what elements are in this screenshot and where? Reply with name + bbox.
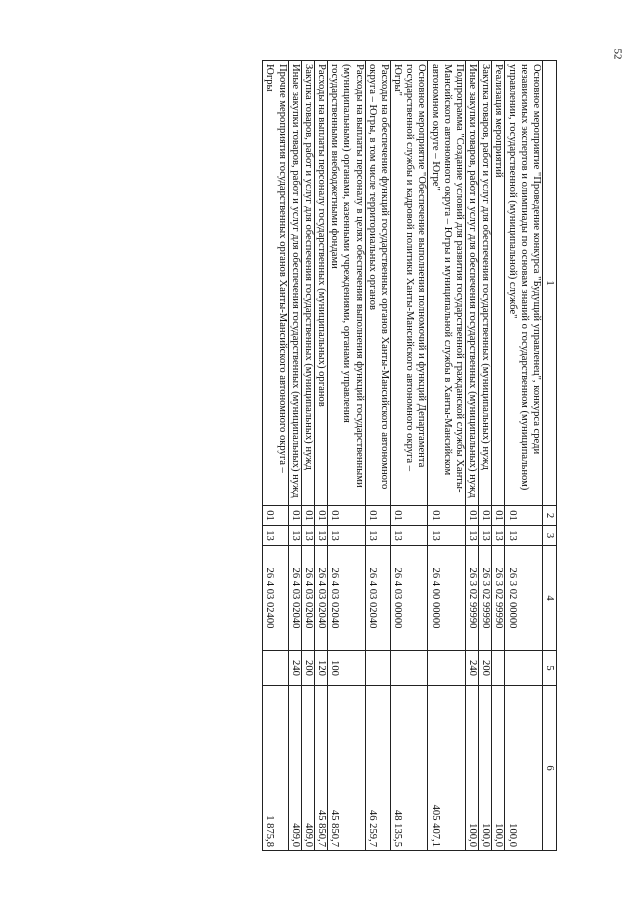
row-name-cell: Иные закупки товаров, работ и услуг для обеспечения государственных (муниципальных) нужд bbox=[465, 61, 478, 506]
header-col-5: 5 bbox=[543, 651, 557, 686]
row-code-2-cell: 01 bbox=[492, 506, 505, 526]
row-name-cell: Основное мероприятие "Проведение конкурса "Будущий управленец", конкурса среди независимых экспертов и олимпиады по основам знаний о государственном (муниципальном) управлении, государственной (муниципальной) службе" bbox=[505, 61, 543, 506]
row-code-5-cell: 240 bbox=[465, 651, 478, 686]
row-code-2-cell: 01 bbox=[365, 506, 390, 526]
table-row bbox=[390, 61, 428, 851]
row-amount-cell: 1 875,8 bbox=[263, 686, 288, 851]
row-code-3-cell: 13 bbox=[428, 526, 466, 546]
table-row bbox=[492, 61, 505, 851]
table-row bbox=[263, 61, 288, 851]
table-row bbox=[479, 61, 492, 851]
row-code-3-cell: 13 bbox=[288, 526, 301, 546]
row-name-cell: Закупка товаров, работ и услуг для обеспечения государственных (муниципальных) нужд bbox=[301, 61, 314, 506]
row-amount-cell: 409,0 bbox=[301, 686, 314, 851]
row-code-4-cell: 26 3 02 99990 bbox=[465, 546, 478, 651]
row-code-3-cell: 13 bbox=[465, 526, 478, 546]
row-name-cell: Иные закупки товаров, работ и услуг для обеспечения государственных (муниципальных) нужд bbox=[288, 61, 301, 506]
row-code-5-cell bbox=[505, 651, 543, 686]
row-code-5-cell bbox=[390, 651, 428, 686]
row-code-2-cell: 01 bbox=[288, 506, 301, 526]
row-name-cell: Закупка товаров, работ и услуг для обеспечения государственных (муниципальных) нужд bbox=[479, 61, 492, 506]
table-row bbox=[328, 61, 366, 851]
row-code-2-cell: 01 bbox=[301, 506, 314, 526]
row-amount-cell: 100,0 bbox=[465, 686, 478, 851]
budget-table bbox=[262, 60, 557, 851]
row-code-5-cell: 240 bbox=[288, 651, 301, 686]
header-col-4: 4 bbox=[543, 546, 557, 651]
row-amount-cell: 46 259,7 bbox=[365, 686, 390, 851]
header-col-2: 2 bbox=[543, 506, 557, 526]
row-name-cell: Расходы на обеспечение функций государственных органов Ханты-Мансийского автономного округа – Югры, в том числе территориальных органов bbox=[365, 61, 390, 506]
table-header-row bbox=[543, 61, 557, 851]
row-amount-cell: 45 850,7 bbox=[328, 686, 366, 851]
row-code-5-cell: 120 bbox=[314, 651, 327, 686]
table-row bbox=[465, 61, 478, 851]
row-code-2-cell: 01 bbox=[328, 506, 366, 526]
row-code-3-cell: 13 bbox=[263, 526, 288, 546]
row-code-5-cell: 200 bbox=[301, 651, 314, 686]
row-amount-cell: 100,0 bbox=[479, 686, 492, 851]
row-name-cell: Реализация мероприятий bbox=[492, 61, 505, 506]
row-code-4-cell: 26 4 03 02040 bbox=[314, 546, 327, 651]
row-code-4-cell: 26 4 03 02400 bbox=[263, 546, 288, 651]
row-code-2-cell: 01 bbox=[390, 506, 428, 526]
row-amount-cell: 409,0 bbox=[288, 686, 301, 851]
row-code-2-cell: 01 bbox=[263, 506, 288, 526]
row-code-3-cell: 13 bbox=[301, 526, 314, 546]
row-code-3-cell: 13 bbox=[365, 526, 390, 546]
row-code-3-cell: 13 bbox=[328, 526, 366, 546]
row-code-5-cell bbox=[492, 651, 505, 686]
table-row bbox=[505, 61, 543, 851]
table-row bbox=[301, 61, 314, 851]
row-code-5-cell: 200 bbox=[479, 651, 492, 686]
row-code-2-cell: 01 bbox=[505, 506, 543, 526]
rotated-page-content bbox=[89, 60, 557, 850]
row-amount-cell: 100,0 bbox=[505, 686, 543, 851]
row-code-2-cell: 01 bbox=[428, 506, 466, 526]
row-code-4-cell: 26 4 03 02040 bbox=[301, 546, 314, 651]
row-code-4-cell: 26 4 03 00000 bbox=[390, 546, 428, 651]
row-code-4-cell: 26 4 03 02040 bbox=[365, 546, 390, 651]
row-name-cell: Расходы на выплаты персоналу в целях обеспечения выполнения функций государственными (муниципальными) органами, казенными учреждениями, органами управления государственными внебюджетными фондами bbox=[328, 61, 366, 506]
row-amount-cell: 45 850,7 bbox=[314, 686, 327, 851]
row-code-4-cell: 26 4 03 02040 bbox=[328, 546, 366, 651]
row-amount-cell: 48 135,5 bbox=[390, 686, 428, 851]
row-name-cell: Подпрограмма "Создание условий для развития государственной гражданской службы Ханты-Мансийского автономного округа – Югры и муниципальной службы в Ханты-Мансийском автономном округе – Югре" bbox=[428, 61, 466, 506]
header-col-3: 3 bbox=[543, 526, 557, 546]
header-col-6: 6 bbox=[543, 686, 557, 851]
row-code-5-cell bbox=[365, 651, 390, 686]
row-code-3-cell: 13 bbox=[314, 526, 327, 546]
table-row bbox=[365, 61, 390, 851]
row-amount-cell: 100,0 bbox=[492, 686, 505, 851]
row-code-3-cell: 13 bbox=[479, 526, 492, 546]
row-code-3-cell: 13 bbox=[492, 526, 505, 546]
page-number: 52 bbox=[611, 48, 624, 60]
table-row bbox=[288, 61, 301, 851]
header-col-1: 1 bbox=[543, 61, 557, 506]
row-code-4-cell: 26 3 02 00000 bbox=[505, 546, 543, 651]
row-code-4-cell: 26 3 02 99990 bbox=[479, 546, 492, 651]
row-amount-cell: 405 407,1 bbox=[428, 686, 466, 851]
row-code-4-cell: 26 4 03 02040 bbox=[288, 546, 301, 651]
table-row bbox=[428, 61, 466, 851]
table-row bbox=[314, 61, 327, 851]
row-code-4-cell: 26 3 02 99990 bbox=[492, 546, 505, 651]
row-code-5-cell bbox=[428, 651, 466, 686]
row-code-3-cell: 13 bbox=[505, 526, 543, 546]
row-code-5-cell: 100 bbox=[328, 651, 366, 686]
row-code-4-cell: 26 4 00 00000 bbox=[428, 546, 466, 651]
row-code-5-cell bbox=[263, 651, 288, 686]
row-name-cell: Основное мероприятие "Обеспечение выполнения полномочий и функций Департамента государственной службы и кадровой политики Ханты-Мансийского автономного округа – Югры" bbox=[390, 61, 428, 506]
row-code-2-cell: 01 bbox=[465, 506, 478, 526]
row-code-2-cell: 01 bbox=[479, 506, 492, 526]
row-code-2-cell: 01 bbox=[314, 506, 327, 526]
row-name-cell: Прочие мероприятия государственных органов Ханты-Мансийского автономного округа – Югры bbox=[263, 61, 288, 506]
row-name-cell: Расходы на выплаты персоналу государственных (муниципальных) органов bbox=[314, 61, 327, 506]
row-code-3-cell: 13 bbox=[390, 526, 428, 546]
